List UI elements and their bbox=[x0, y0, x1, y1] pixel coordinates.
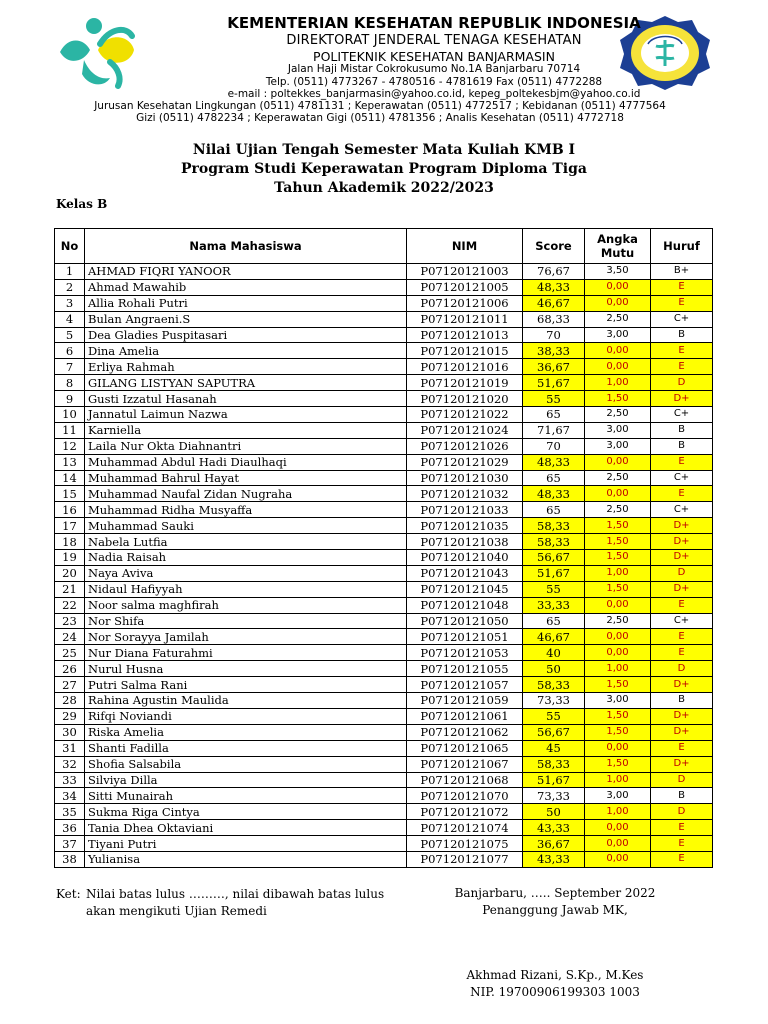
row-nim: P07120121019 bbox=[407, 375, 523, 391]
row-huruf: E bbox=[651, 279, 713, 295]
row-angka-mutu: 0,00 bbox=[585, 343, 651, 359]
row-angka-mutu: 2,50 bbox=[585, 407, 651, 423]
row-angka-mutu: 3,50 bbox=[585, 264, 651, 280]
row-score: 65 bbox=[523, 502, 585, 518]
row-huruf: E bbox=[651, 820, 713, 836]
table-row bbox=[55, 486, 713, 502]
row-score: 58,33 bbox=[523, 534, 585, 550]
row-name: Nor Shifa bbox=[85, 613, 407, 629]
row-name: Nadia Raisah bbox=[85, 550, 407, 566]
table-header-row bbox=[55, 229, 713, 264]
row-huruf: E bbox=[651, 597, 713, 613]
row-huruf: C+ bbox=[651, 613, 713, 629]
row-nim: P07120121038 bbox=[407, 534, 523, 550]
row-angka-mutu: 0,00 bbox=[585, 359, 651, 375]
row-score: 56,67 bbox=[523, 724, 585, 740]
table-row bbox=[55, 327, 713, 343]
row-score: 51,67 bbox=[523, 565, 585, 581]
row-name: Karniella bbox=[85, 422, 407, 438]
row-huruf: E bbox=[651, 629, 713, 645]
row-no: 36 bbox=[55, 820, 85, 836]
row-huruf: B bbox=[651, 438, 713, 454]
row-name: Dina Amelia bbox=[85, 343, 407, 359]
row-angka-mutu: 1,00 bbox=[585, 375, 651, 391]
note bbox=[56, 886, 384, 920]
row-nim: P07120121059 bbox=[407, 693, 523, 709]
row-nim: P07120121006 bbox=[407, 295, 523, 311]
row-score: 43,33 bbox=[523, 851, 585, 867]
table-row bbox=[55, 343, 713, 359]
row-no: 28 bbox=[55, 693, 85, 709]
row-name: Sukma Riga Cintya bbox=[85, 804, 407, 820]
row-angka-mutu: 1,50 bbox=[585, 550, 651, 566]
row-score: 68,33 bbox=[523, 311, 585, 327]
row-name: Rahina Agustin Maulida bbox=[85, 693, 407, 709]
row-nim: P07120121057 bbox=[407, 677, 523, 693]
row-no: 31 bbox=[55, 740, 85, 756]
table-row bbox=[55, 502, 713, 518]
row-score: 71,67 bbox=[523, 422, 585, 438]
note-line-1: Nilai batas lulus ………, nilai dibawah batas lulus bbox=[86, 887, 385, 901]
table-row bbox=[55, 836, 713, 852]
row-nim: P07120121026 bbox=[407, 438, 523, 454]
row-score: 46,67 bbox=[523, 629, 585, 645]
document-title: Nilai Ujian Tengah Semester Mata Kuliah KMB I bbox=[192, 142, 576, 158]
table-row bbox=[55, 279, 713, 295]
row-nim: P07120121005 bbox=[407, 279, 523, 295]
row-huruf: D bbox=[651, 375, 713, 391]
row-huruf: C+ bbox=[651, 407, 713, 423]
row-nim: P07120121053 bbox=[407, 645, 523, 661]
row-huruf: D+ bbox=[651, 581, 713, 597]
table-row bbox=[55, 359, 713, 375]
row-angka-mutu: 1,50 bbox=[585, 534, 651, 550]
row-name: Muhammad Ridha Musyaffa bbox=[85, 502, 407, 518]
header-angka-mutu: Angka Mutu bbox=[585, 229, 651, 264]
row-angka-mutu: 1,50 bbox=[585, 581, 651, 597]
ministry-name: KEMENTERIAN KESEHATAN REPUBLIK INDONESIA bbox=[227, 14, 641, 32]
directorate-name: DIREKTORAT JENDERAL TENAGA KESEHATAN bbox=[286, 33, 582, 48]
row-no: 15 bbox=[55, 486, 85, 502]
row-angka-mutu: 3,00 bbox=[585, 788, 651, 804]
row-name: Naya Aviva bbox=[85, 565, 407, 581]
class-label: Kelas B bbox=[56, 197, 108, 211]
row-huruf: B bbox=[651, 327, 713, 343]
department-contacts-1: Jurusan Kesehatan Lingkungan (0511) 4781131 ; Keperawatan (0511) 4772517 ; Kebidanan (0511) 4777564 bbox=[94, 100, 666, 112]
row-score: 45 bbox=[523, 740, 585, 756]
note-label: Ket: bbox=[56, 887, 81, 901]
row-nim: P07120121074 bbox=[407, 820, 523, 836]
row-angka-mutu: 1,50 bbox=[585, 677, 651, 693]
row-angka-mutu: 1,00 bbox=[585, 565, 651, 581]
row-score: 58,33 bbox=[523, 677, 585, 693]
row-score: 73,33 bbox=[523, 788, 585, 804]
table-row bbox=[55, 645, 713, 661]
row-huruf: E bbox=[651, 740, 713, 756]
note-line-2: akan mengikuti Ujian Remedi bbox=[86, 904, 267, 918]
row-huruf: D bbox=[651, 565, 713, 581]
table-row bbox=[55, 724, 713, 740]
table-row bbox=[55, 438, 713, 454]
row-no: 21 bbox=[55, 581, 85, 597]
row-no: 19 bbox=[55, 550, 85, 566]
table-row bbox=[55, 804, 713, 820]
row-angka-mutu: 1,50 bbox=[585, 391, 651, 407]
row-nim: P07120121075 bbox=[407, 836, 523, 852]
row-no: 23 bbox=[55, 613, 85, 629]
school-name: POLITEKNIK KESEHATAN BANJARMASIN bbox=[313, 49, 555, 64]
row-score: 65 bbox=[523, 613, 585, 629]
row-name: Silviya Dilla bbox=[85, 772, 407, 788]
row-no: 32 bbox=[55, 756, 85, 772]
row-no: 22 bbox=[55, 597, 85, 613]
row-nim: P07120121068 bbox=[407, 772, 523, 788]
row-angka-mutu: 1,00 bbox=[585, 804, 651, 820]
row-no: 25 bbox=[55, 645, 85, 661]
row-name: Laila Nur Okta Diahnantri bbox=[85, 438, 407, 454]
row-nim: P07120121029 bbox=[407, 454, 523, 470]
row-no: 3 bbox=[55, 295, 85, 311]
table-row bbox=[55, 295, 713, 311]
row-huruf: D+ bbox=[651, 391, 713, 407]
row-huruf: E bbox=[651, 454, 713, 470]
grades-table bbox=[54, 228, 713, 868]
place-date: Banjarbaru, ….. September 2022 bbox=[454, 886, 656, 900]
row-huruf: D bbox=[651, 804, 713, 820]
signer-nip: NIP. 19700906199303 1003 bbox=[470, 985, 640, 999]
row-name: Shanti Fadilla bbox=[85, 740, 407, 756]
row-name: Sitti Munairah bbox=[85, 788, 407, 804]
row-angka-mutu: 0,00 bbox=[585, 279, 651, 295]
row-name: Yulianisa bbox=[85, 851, 407, 867]
table-row bbox=[55, 693, 713, 709]
row-no: 11 bbox=[55, 422, 85, 438]
row-score: 76,67 bbox=[523, 264, 585, 280]
row-score: 65 bbox=[523, 407, 585, 423]
row-score: 50 bbox=[523, 661, 585, 677]
header-huruf: Huruf bbox=[651, 229, 713, 264]
row-score: 38,33 bbox=[523, 343, 585, 359]
row-no: 29 bbox=[55, 708, 85, 724]
row-score: 48,33 bbox=[523, 486, 585, 502]
row-huruf: E bbox=[651, 295, 713, 311]
row-score: 58,33 bbox=[523, 518, 585, 534]
row-score: 55 bbox=[523, 391, 585, 407]
row-angka-mutu: 1,50 bbox=[585, 756, 651, 772]
row-nim: P07120121033 bbox=[407, 502, 523, 518]
row-nim: P07120121048 bbox=[407, 597, 523, 613]
row-score: 56,67 bbox=[523, 550, 585, 566]
row-name: Allia Rohali Putri bbox=[85, 295, 407, 311]
header-no: No bbox=[55, 229, 85, 264]
row-nim: P07120121045 bbox=[407, 581, 523, 597]
row-huruf: C+ bbox=[651, 502, 713, 518]
letterhead bbox=[0, 0, 768, 130]
row-no: 6 bbox=[55, 343, 85, 359]
row-no: 2 bbox=[55, 279, 85, 295]
row-no: 9 bbox=[55, 391, 85, 407]
table-row bbox=[55, 772, 713, 788]
row-angka-mutu: 3,00 bbox=[585, 327, 651, 343]
row-name: Bulan Angraeni.S bbox=[85, 311, 407, 327]
row-name: Muhammad Bahrul Hayat bbox=[85, 470, 407, 486]
row-name: Riska Amelia bbox=[85, 724, 407, 740]
table-row bbox=[55, 565, 713, 581]
table-row bbox=[55, 661, 713, 677]
row-angka-mutu: 0,00 bbox=[585, 597, 651, 613]
table-row bbox=[55, 677, 713, 693]
row-no: 26 bbox=[55, 661, 85, 677]
row-nim: P07120121016 bbox=[407, 359, 523, 375]
row-no: 12 bbox=[55, 438, 85, 454]
row-huruf: B bbox=[651, 788, 713, 804]
row-name: Dea Gladies Puspitasari bbox=[85, 327, 407, 343]
row-huruf: D+ bbox=[651, 677, 713, 693]
row-nim: P07120121061 bbox=[407, 708, 523, 724]
row-nim: P07120121062 bbox=[407, 724, 523, 740]
row-angka-mutu: 0,00 bbox=[585, 740, 651, 756]
row-angka-mutu: 0,00 bbox=[585, 295, 651, 311]
row-angka-mutu: 0,00 bbox=[585, 836, 651, 852]
row-name: Noor salma maghfirah bbox=[85, 597, 407, 613]
row-name: Gusti Izzatul Hasanah bbox=[85, 391, 407, 407]
row-no: 1 bbox=[55, 264, 85, 280]
row-score: 43,33 bbox=[523, 820, 585, 836]
row-nim: P07120121013 bbox=[407, 327, 523, 343]
row-angka-mutu: 0,00 bbox=[585, 454, 651, 470]
row-angka-mutu: 1,50 bbox=[585, 518, 651, 534]
row-angka-mutu: 3,00 bbox=[585, 693, 651, 709]
row-no: 37 bbox=[55, 836, 85, 852]
table-row bbox=[55, 311, 713, 327]
row-score: 70 bbox=[523, 327, 585, 343]
row-no: 38 bbox=[55, 851, 85, 867]
signer-name: Akhmad Rizani, S.Kp., M.Kes bbox=[466, 968, 644, 982]
row-huruf: E bbox=[651, 359, 713, 375]
row-nim: P07120121072 bbox=[407, 804, 523, 820]
row-nim: P07120121051 bbox=[407, 629, 523, 645]
row-no: 5 bbox=[55, 327, 85, 343]
row-nim: P07120121022 bbox=[407, 407, 523, 423]
row-nim: P07120121077 bbox=[407, 851, 523, 867]
table-row bbox=[55, 756, 713, 772]
table-row bbox=[55, 454, 713, 470]
row-score: 55 bbox=[523, 708, 585, 724]
row-name: Nor Sorayya Jamilah bbox=[85, 629, 407, 645]
row-angka-mutu: 1,00 bbox=[585, 772, 651, 788]
row-huruf: D bbox=[651, 772, 713, 788]
row-angka-mutu: 0,00 bbox=[585, 645, 651, 661]
row-huruf: E bbox=[651, 836, 713, 852]
row-nim: P07120121011 bbox=[407, 311, 523, 327]
row-angka-mutu: 2,50 bbox=[585, 470, 651, 486]
table-row bbox=[55, 708, 713, 724]
header-nim: NIM bbox=[407, 229, 523, 264]
row-angka-mutu: 0,00 bbox=[585, 820, 651, 836]
row-score: 40 bbox=[523, 645, 585, 661]
row-name: GILANG LISTYAN SAPUTRA bbox=[85, 375, 407, 391]
table-row bbox=[55, 613, 713, 629]
row-nim: P07120121003 bbox=[407, 264, 523, 280]
table-row bbox=[55, 629, 713, 645]
row-score: 58,33 bbox=[523, 756, 585, 772]
row-huruf: E bbox=[651, 645, 713, 661]
table-row bbox=[55, 518, 713, 534]
row-no: 4 bbox=[55, 311, 85, 327]
table-row bbox=[55, 597, 713, 613]
school-address: Jalan Haji Mistar Cokrokusumo No.1A Banjarbaru 70714 bbox=[287, 63, 581, 75]
row-name: Rifqi Noviandi bbox=[85, 708, 407, 724]
row-huruf: E bbox=[651, 486, 713, 502]
row-huruf: D+ bbox=[651, 534, 713, 550]
row-angka-mutu: 2,50 bbox=[585, 613, 651, 629]
row-name: Tiyani Putri bbox=[85, 836, 407, 852]
row-name: Jannatul Laimun Nazwa bbox=[85, 407, 407, 423]
department-contacts-2: Gizi (0511) 4782234 ; Keperawatan Gigi (0511) 4781356 ; Analis Kesehatan (0511) 4772718 bbox=[136, 112, 624, 124]
table-row bbox=[55, 581, 713, 597]
row-no: 17 bbox=[55, 518, 85, 534]
row-no: 30 bbox=[55, 724, 85, 740]
row-score: 48,33 bbox=[523, 454, 585, 470]
row-nim: P07120121065 bbox=[407, 740, 523, 756]
table-row bbox=[55, 534, 713, 550]
row-name: Nur Diana Faturahmi bbox=[85, 645, 407, 661]
row-score: 46,67 bbox=[523, 295, 585, 311]
row-no: 14 bbox=[55, 470, 85, 486]
row-nim: P07120121050 bbox=[407, 613, 523, 629]
row-name: Tania Dhea Oktaviani bbox=[85, 820, 407, 836]
table-row bbox=[55, 264, 713, 280]
row-huruf: D+ bbox=[651, 518, 713, 534]
table-row bbox=[55, 422, 713, 438]
row-no: 8 bbox=[55, 375, 85, 391]
row-name: Shofia Salsabila bbox=[85, 756, 407, 772]
row-score: 51,67 bbox=[523, 375, 585, 391]
row-no: 27 bbox=[55, 677, 85, 693]
row-name: Nurul Husna bbox=[85, 661, 407, 677]
row-angka-mutu: 3,00 bbox=[585, 438, 651, 454]
row-nim: P07120121015 bbox=[407, 343, 523, 359]
row-score: 50 bbox=[523, 804, 585, 820]
row-angka-mutu: 3,00 bbox=[585, 422, 651, 438]
row-nim: P07120121070 bbox=[407, 788, 523, 804]
row-angka-mutu: 1,50 bbox=[585, 708, 651, 724]
table-row bbox=[55, 851, 713, 867]
row-score: 51,67 bbox=[523, 772, 585, 788]
academic-year: Tahun Akademik 2022/2023 bbox=[274, 180, 494, 196]
table-row bbox=[55, 740, 713, 756]
row-nim: P07120121035 bbox=[407, 518, 523, 534]
row-angka-mutu: 0,00 bbox=[585, 486, 651, 502]
row-score: 48,33 bbox=[523, 279, 585, 295]
row-nim: P07120121043 bbox=[407, 565, 523, 581]
header-name: Nama Mahasiswa bbox=[85, 229, 407, 264]
row-score: 73,33 bbox=[523, 693, 585, 709]
row-no: 7 bbox=[55, 359, 85, 375]
row-name: Muhammad Sauki bbox=[85, 518, 407, 534]
row-huruf: E bbox=[651, 851, 713, 867]
row-huruf: D+ bbox=[651, 724, 713, 740]
row-score: 36,67 bbox=[523, 359, 585, 375]
row-score: 70 bbox=[523, 438, 585, 454]
table-row bbox=[55, 375, 713, 391]
row-huruf: B+ bbox=[651, 264, 713, 280]
row-huruf: D+ bbox=[651, 708, 713, 724]
row-no: 18 bbox=[55, 534, 85, 550]
row-score: 33,33 bbox=[523, 597, 585, 613]
row-no: 20 bbox=[55, 565, 85, 581]
row-huruf: C+ bbox=[651, 311, 713, 327]
row-nim: P07120121024 bbox=[407, 422, 523, 438]
row-no: 24 bbox=[55, 629, 85, 645]
table-row bbox=[55, 820, 713, 836]
row-huruf: D+ bbox=[651, 550, 713, 566]
row-name: AHMAD FIQRI YANOOR bbox=[85, 264, 407, 280]
program-title: Program Studi Keperawatan Program Diploma Tiga bbox=[181, 161, 587, 177]
table-row bbox=[55, 407, 713, 423]
table-row bbox=[55, 550, 713, 566]
row-nim: P07120121020 bbox=[407, 391, 523, 407]
row-name: Nidaul Hafiyyah bbox=[85, 581, 407, 597]
table-row bbox=[55, 788, 713, 804]
row-no: 34 bbox=[55, 788, 85, 804]
row-nim: P07120121040 bbox=[407, 550, 523, 566]
row-huruf: D+ bbox=[651, 756, 713, 772]
row-no: 10 bbox=[55, 407, 85, 423]
row-no: 16 bbox=[55, 502, 85, 518]
row-huruf: B bbox=[651, 693, 713, 709]
row-nim: P07120121055 bbox=[407, 661, 523, 677]
row-nim: P07120121067 bbox=[407, 756, 523, 772]
row-name: Ahmad Mawahib bbox=[85, 279, 407, 295]
row-score: 65 bbox=[523, 470, 585, 486]
row-huruf: D bbox=[651, 661, 713, 677]
row-name: Muhammad Naufal Zidan Nugraha bbox=[85, 486, 407, 502]
header-score: Score bbox=[523, 229, 585, 264]
row-no: 13 bbox=[55, 454, 85, 470]
row-angka-mutu: 2,50 bbox=[585, 311, 651, 327]
school-email: e-mail : poltekkes_banjarmasin@yahoo.co.id, kepeg_poltekesbjm@yahoo.co.id bbox=[227, 88, 641, 100]
row-angka-mutu: 0,00 bbox=[585, 629, 651, 645]
row-name: Erliya Rahmah bbox=[85, 359, 407, 375]
signer-role: Penanggung Jawab MK, bbox=[482, 903, 628, 917]
school-phone: Telp. (0511) 4773267 - 4780516 - 4781619 Fax (0511) 4772288 bbox=[265, 76, 603, 88]
row-no: 35 bbox=[55, 804, 85, 820]
row-nim: P07120121032 bbox=[407, 486, 523, 502]
row-angka-mutu: 0,00 bbox=[585, 851, 651, 867]
table-row bbox=[55, 391, 713, 407]
row-name: Muhammad Abdul Hadi Diaulhaqi bbox=[85, 454, 407, 470]
row-name: Putri Salma Rani bbox=[85, 677, 407, 693]
row-huruf: C+ bbox=[651, 470, 713, 486]
row-angka-mutu: 1,50 bbox=[585, 724, 651, 740]
row-name: Nabela Lutfia bbox=[85, 534, 407, 550]
row-huruf: E bbox=[651, 343, 713, 359]
row-nim: P07120121030 bbox=[407, 470, 523, 486]
row-score: 36,67 bbox=[523, 836, 585, 852]
row-angka-mutu: 1,00 bbox=[585, 661, 651, 677]
row-huruf: B bbox=[651, 422, 713, 438]
row-no: 33 bbox=[55, 772, 85, 788]
row-score: 55 bbox=[523, 581, 585, 597]
row-angka-mutu: 2,50 bbox=[585, 502, 651, 518]
table-row bbox=[55, 470, 713, 486]
